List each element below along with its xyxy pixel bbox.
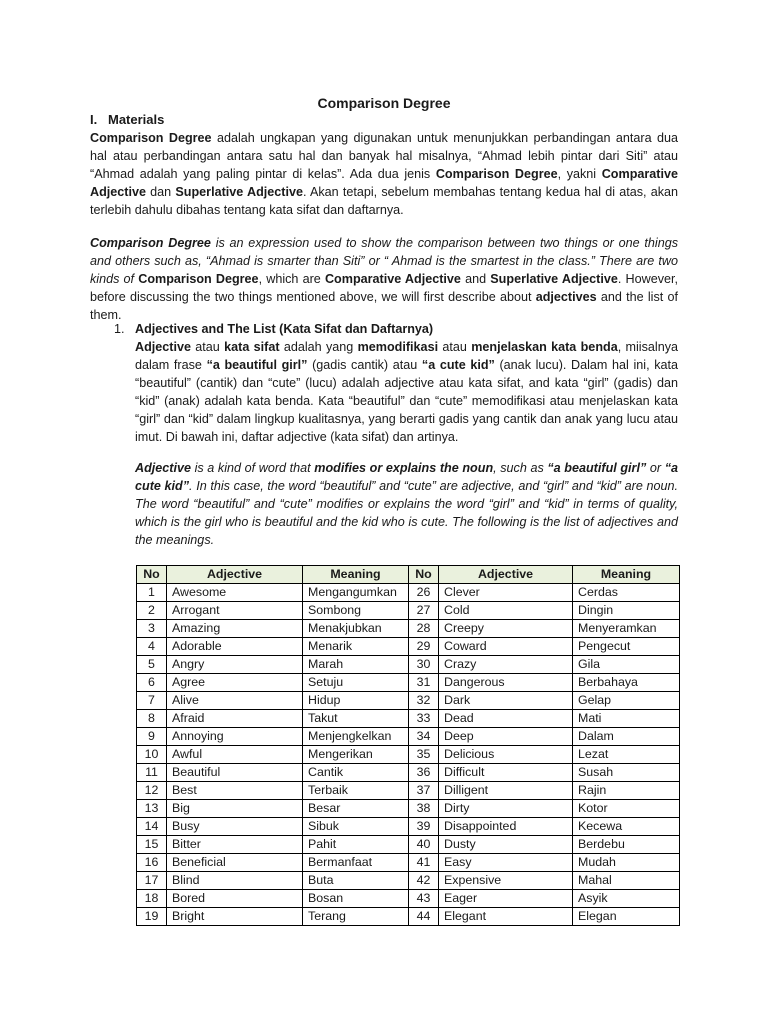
term: “a cute kid” xyxy=(421,358,495,372)
meaning-cell: Dalam xyxy=(573,728,680,746)
table-row xyxy=(137,692,680,710)
adjective-cell: Best xyxy=(167,782,303,800)
text: is a kind of word that xyxy=(191,461,315,475)
column-header: Meaning xyxy=(303,566,409,584)
text: or xyxy=(646,461,665,475)
row-number-cell: 39 xyxy=(409,818,439,836)
section-label: Materials xyxy=(108,112,165,127)
row-number-cell: 30 xyxy=(409,656,439,674)
meaning-cell: Sibuk xyxy=(303,818,409,836)
adjective-cell: Cold xyxy=(439,602,573,620)
meaning-cell: Cerdas xyxy=(573,584,680,602)
meaning-cell: Takut xyxy=(303,710,409,728)
adjective-cell: Delicious xyxy=(439,746,573,764)
term: Adjective xyxy=(135,461,191,475)
subsection-heading xyxy=(114,320,433,338)
meaning-cell: Rajin xyxy=(573,782,680,800)
adjective-cell: Expensive xyxy=(439,872,573,890)
row-number-cell: 8 xyxy=(137,710,167,728)
term: Adjective xyxy=(135,340,191,354)
section-heading xyxy=(90,111,164,129)
row-number-cell: 14 xyxy=(137,818,167,836)
row-number-cell: 17 xyxy=(137,872,167,890)
table-row xyxy=(137,584,680,602)
row-number-cell: 38 xyxy=(409,800,439,818)
row-number-cell: 11 xyxy=(137,764,167,782)
table-row xyxy=(137,836,680,854)
adjective-cell: Creepy xyxy=(439,620,573,638)
row-number-cell: 36 xyxy=(409,764,439,782)
adjective-cell: Bitter xyxy=(167,836,303,854)
term: Comparison Degree xyxy=(90,236,211,250)
text: adalah yang xyxy=(279,340,358,354)
term: “a beautiful girl” xyxy=(206,358,308,372)
adjective-cell: Alive xyxy=(167,692,303,710)
term: Comparative Adjective xyxy=(324,272,461,286)
table-row xyxy=(137,656,680,674)
adjective-cell: Easy xyxy=(439,854,573,872)
adjective-cell: Dusty xyxy=(439,836,573,854)
table-row xyxy=(137,818,680,836)
row-number-cell: 1 xyxy=(137,584,167,602)
adjective-cell: Disappointed xyxy=(439,818,573,836)
row-number-cell: 41 xyxy=(409,854,439,872)
adjective-cell: Agree xyxy=(167,674,303,692)
row-number-cell: 4 xyxy=(137,638,167,656)
meaning-cell: Menyeramkan xyxy=(573,620,680,638)
row-number-cell: 32 xyxy=(409,692,439,710)
row-number-cell: 9 xyxy=(137,728,167,746)
meaning-cell: Menakjubkan xyxy=(303,620,409,638)
meaning-cell: Kotor xyxy=(573,800,680,818)
term: Comparison Degree xyxy=(90,131,212,145)
adjective-cell: Bored xyxy=(167,890,303,908)
meaning-cell: Mudah xyxy=(573,854,680,872)
table-row xyxy=(137,746,680,764)
meaning-cell: Marah xyxy=(303,656,409,674)
meaning-cell: Kecewa xyxy=(573,818,680,836)
meaning-cell: Menjengkelkan xyxy=(303,728,409,746)
adjective-cell: Adorable xyxy=(167,638,303,656)
meaning-cell: Bermanfaat xyxy=(303,854,409,872)
meaning-cell: Menarik xyxy=(303,638,409,656)
adjective-cell: Dark xyxy=(439,692,573,710)
adjective-cell: Busy xyxy=(167,818,303,836)
text: . In this case, the word “beautiful” and “cute” are adjective, and “girl” and “kid” are noun. The word “beautiful” and “cute” modifies or explains the word “girl” and “kid” in terms of quality, which is the girl who is beautiful and the kid who is cute. The following is the list of adjectives and the meanings. xyxy=(135,479,678,547)
meaning-cell: Setuju xyxy=(303,674,409,692)
text: . However, before discussing the two things mentioned above, we will first describe about xyxy=(90,272,679,304)
row-number-cell: 10 xyxy=(137,746,167,764)
table-row xyxy=(137,854,680,872)
row-number-cell: 16 xyxy=(137,854,167,872)
row-number-cell: 3 xyxy=(137,620,167,638)
meaning-cell: Pengecut xyxy=(573,638,680,656)
text: (anak lucu). Dalam hal ini, kata “beautiful” (cantik) dan “cute” (lucu) adalah adjective atau kata sifat, and kata “girl” (gadis) dan “kid” (anak) adalah kata benda. Kata “beautiful” dan “cute” memodifikasi atau menjelaskan kata “girl” dan “kid” dalam lingkup kualitasnya, yang berarti gadis yang cantik dan anak yang lucu atau imut. Di bawah ini, daftar adjective (kata sifat) dan artinya. xyxy=(135,358,679,444)
meaning-cell: Elegan xyxy=(573,908,680,926)
adjective-cell: Beautiful xyxy=(167,764,303,782)
paragraph-indonesian-intro xyxy=(90,129,678,219)
adjective-cell: Arrogant xyxy=(167,602,303,620)
meaning-cell: Buta xyxy=(303,872,409,890)
adjective-cell: Crazy xyxy=(439,656,573,674)
table-row xyxy=(137,602,680,620)
meaning-cell: Dingin xyxy=(573,602,680,620)
column-header: Meaning xyxy=(573,566,680,584)
meaning-cell: Bosan xyxy=(303,890,409,908)
term: “a beautiful girl” xyxy=(547,461,647,475)
adjective-cell: Coward xyxy=(439,638,573,656)
text: and the list of them. xyxy=(90,290,678,322)
row-number-cell: 29 xyxy=(409,638,439,656)
adjective-cell: Elegant xyxy=(439,908,573,926)
adjective-cell: Dangerous xyxy=(439,674,573,692)
table-row xyxy=(137,674,680,692)
meaning-cell: Asyik xyxy=(573,890,680,908)
row-number-cell: 42 xyxy=(409,872,439,890)
term: Comparison Degree xyxy=(435,167,558,181)
adjective-cell: Dead xyxy=(439,710,573,728)
column-header: Adjective xyxy=(167,566,303,584)
meaning-cell: Sombong xyxy=(303,602,409,620)
term: Superlative Adjective xyxy=(175,185,303,199)
term: memodifikasi xyxy=(357,340,439,354)
meaning-cell: Terang xyxy=(303,908,409,926)
text: , miisalnya dalam frase xyxy=(135,340,679,372)
adjective-cell: Difficult xyxy=(439,764,573,782)
row-number-cell: 26 xyxy=(409,584,439,602)
row-number-cell: 18 xyxy=(137,890,167,908)
text: , which are xyxy=(258,272,325,286)
row-number-cell: 12 xyxy=(137,782,167,800)
page-title: Comparison Degree xyxy=(317,95,451,111)
row-number-cell: 34 xyxy=(409,728,439,746)
adjective-cell: Awful xyxy=(167,746,303,764)
row-number-cell: 33 xyxy=(409,710,439,728)
table-header-row xyxy=(137,566,680,584)
row-number-cell: 2 xyxy=(137,602,167,620)
table-body xyxy=(137,584,680,926)
meaning-cell: Terbaik xyxy=(303,782,409,800)
table-row xyxy=(137,782,680,800)
row-number-cell: 5 xyxy=(137,656,167,674)
row-number-cell: 19 xyxy=(137,908,167,926)
meaning-cell: Besar xyxy=(303,800,409,818)
paragraph-english-intro xyxy=(90,234,678,324)
section-number: I. xyxy=(90,112,98,127)
text: , yakni xyxy=(557,167,602,181)
adjective-cell: Eager xyxy=(439,890,573,908)
adjective-cell: Amazing xyxy=(167,620,303,638)
table-row xyxy=(137,800,680,818)
term: Superlative Adjective xyxy=(490,272,618,286)
row-number-cell: 7 xyxy=(137,692,167,710)
meaning-cell: Gila xyxy=(573,656,680,674)
row-number-cell: 13 xyxy=(137,800,167,818)
row-number-cell: 6 xyxy=(137,674,167,692)
meaning-cell: Mahal xyxy=(573,872,680,890)
adjective-cell: Beneficial xyxy=(167,854,303,872)
text: is an expression used to show the comparison between two things or one things and others such as, “Ahmad is smarter than Siti” or “ Ahmad is the smartest in the class.” There are two kinds of xyxy=(90,236,678,286)
text: atau xyxy=(191,340,225,354)
meaning-cell: Cantik xyxy=(303,764,409,782)
meaning-cell: Mengangumkan xyxy=(303,584,409,602)
text: . Akan tetapi, sebelum membahas tentang kedua hal di atas, akan terlebih dahulu dibahas tentang kata sifat dan daftarnya. xyxy=(90,185,679,217)
column-header: No xyxy=(409,566,439,584)
table-row xyxy=(137,890,680,908)
adjective-cell: Awesome xyxy=(167,584,303,602)
adjective-cell: Angry xyxy=(167,656,303,674)
meaning-cell: Berbahaya xyxy=(573,674,680,692)
paragraph-adjective-indonesian xyxy=(135,338,678,446)
subsection-label: Adjectives and The List (Kata Sifat dan Daftarnya) xyxy=(135,322,434,336)
adjective-cell: Annoying xyxy=(167,728,303,746)
table-row xyxy=(137,638,680,656)
text: and xyxy=(460,272,491,286)
table-row xyxy=(137,710,680,728)
paragraph-adjective-english xyxy=(135,459,678,549)
adjective-table xyxy=(136,565,680,926)
meaning-cell: Susah xyxy=(573,764,680,782)
row-number-cell: 35 xyxy=(409,746,439,764)
meaning-cell: Pahit xyxy=(303,836,409,854)
table-row xyxy=(137,620,680,638)
table-row xyxy=(137,872,680,890)
adjective-cell: Bright xyxy=(167,908,303,926)
meaning-cell: Mengerikan xyxy=(303,746,409,764)
adjective-cell: Blind xyxy=(167,872,303,890)
column-header: Adjective xyxy=(439,566,573,584)
row-number-cell: 37 xyxy=(409,782,439,800)
adjective-cell: Big xyxy=(167,800,303,818)
row-number-cell: 31 xyxy=(409,674,439,692)
term: “a cute kid” xyxy=(135,461,678,493)
table-row xyxy=(137,908,680,926)
adjective-cell: Dilligent xyxy=(439,782,573,800)
text: dan xyxy=(146,185,176,199)
term: kata sifat xyxy=(224,340,280,354)
term: Comparative Adjective xyxy=(90,167,678,199)
adjective-cell: Dirty xyxy=(439,800,573,818)
table-row xyxy=(137,764,680,782)
adjective-cell: Deep xyxy=(439,728,573,746)
meaning-cell: Lezat xyxy=(573,746,680,764)
table-row xyxy=(137,728,680,746)
row-number-cell: 27 xyxy=(409,602,439,620)
term: Comparison Degree xyxy=(138,272,259,286)
row-number-cell: 40 xyxy=(409,836,439,854)
text: (gadis cantik) atau xyxy=(307,358,422,372)
row-number-cell: 44 xyxy=(409,908,439,926)
row-number-cell: 43 xyxy=(409,890,439,908)
meaning-cell: Hidup xyxy=(303,692,409,710)
adjective-cell: Clever xyxy=(439,584,573,602)
column-header: No xyxy=(137,566,167,584)
adjective-cell: Afraid xyxy=(167,710,303,728)
row-number-cell: 15 xyxy=(137,836,167,854)
meaning-cell: Gelap xyxy=(573,692,680,710)
meaning-cell: Mati xyxy=(573,710,680,728)
row-number-cell: 28 xyxy=(409,620,439,638)
text: , such as xyxy=(493,461,548,475)
subsection-number: 1. xyxy=(114,322,125,336)
text: atau xyxy=(438,340,472,354)
term: modifies or explains the noun xyxy=(314,461,494,475)
text: adalah ungkapan yang digunakan untuk menunjukkan perbandingan antara dua hal atau perbandingan antara satu hal dan banyak hal misalnya, “Ahmad lebih pintar dari Siti” atau “Ahmad adalah yang paling pintar di kelas”. Ada dua jenis xyxy=(90,131,679,181)
term: menjelaskan kata benda xyxy=(471,340,618,354)
meaning-cell: Berdebu xyxy=(573,836,680,854)
term: adjectives xyxy=(535,290,597,304)
